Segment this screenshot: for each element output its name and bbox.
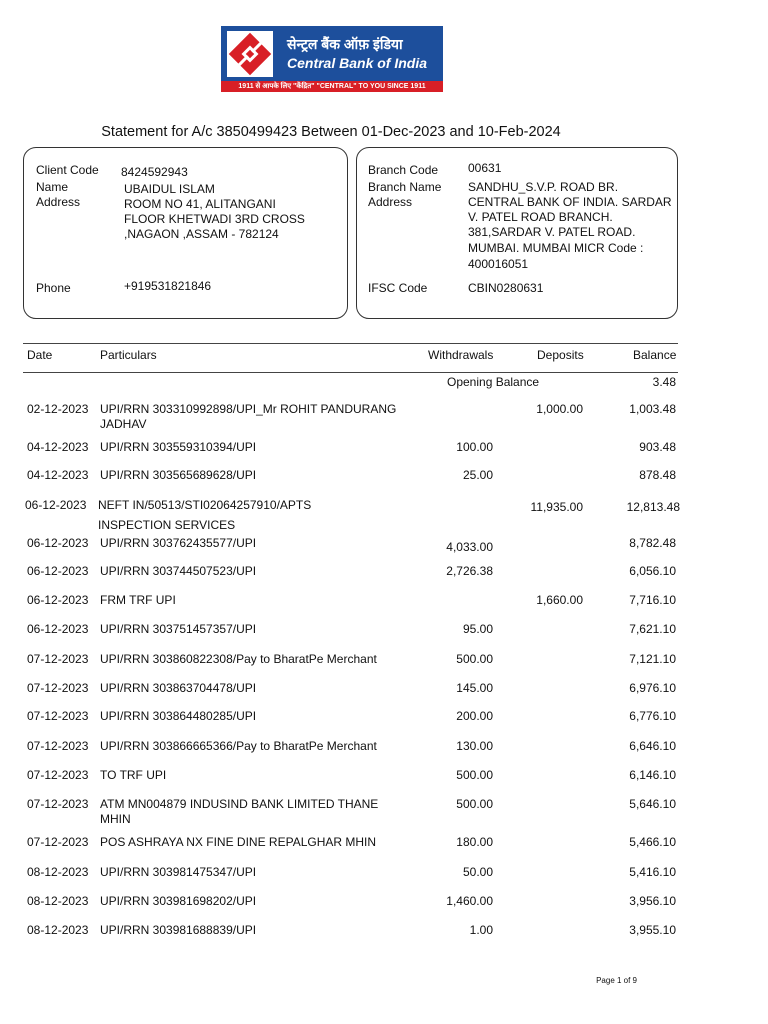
logo-banner xyxy=(221,26,443,81)
row-date: 06-12-2023 xyxy=(27,622,89,636)
branch-name-label: Branch Name xyxy=(368,180,442,194)
branch-code-value: 00631 xyxy=(468,161,502,175)
row-withdrawal: 1,460.00 xyxy=(446,894,493,908)
row-balance: 7,621.10 xyxy=(629,622,676,636)
row-date: 08-12-2023 xyxy=(27,894,89,908)
row-particulars: UPI/RRN 303860822308/Pay to BharatPe Merchant xyxy=(100,652,377,666)
row-particulars: UPI/RRN 303981688839/UPI xyxy=(100,923,257,937)
row-withdrawal: 145.00 xyxy=(456,681,493,695)
row-withdrawal: 500.00 xyxy=(456,797,493,811)
row-date: 06-12-2023 xyxy=(25,498,87,512)
branch-address-line: V. PATEL ROAD BRANCH. xyxy=(468,210,613,224)
branch-address-line: CENTRAL BANK OF INDIA. SARDAR xyxy=(468,195,672,209)
row-date: 07-12-2023 xyxy=(27,768,89,782)
row-balance: 7,716.10 xyxy=(629,593,676,607)
row-particulars: TO TRF UPI xyxy=(100,768,167,782)
logo-hindi-text: सेन्ट्रल बैंक ऑफ़ इंडिया xyxy=(287,36,403,52)
row-date: 06-12-2023 xyxy=(27,536,89,550)
row-particulars: MHIN xyxy=(100,812,131,826)
row-balance: 12,813.48 xyxy=(626,500,680,514)
branch-code-label: Branch Code xyxy=(368,163,439,177)
row-date: 04-12-2023 xyxy=(27,468,89,482)
row-withdrawal: 180.00 xyxy=(456,835,493,849)
logo-tagline: 1911 से आपके लिए "केंद्रित" "CENTRAL" TO YOU SINCE 1911 xyxy=(221,81,443,92)
row-particulars: UPI/RRN 303310992898/UPI_Mr ROHIT PANDURANG xyxy=(100,402,397,416)
branch-address-line: 400016051 xyxy=(468,257,529,271)
client-address-label: Address xyxy=(36,195,81,209)
name-label: Name xyxy=(36,180,69,194)
row-date: 06-12-2023 xyxy=(27,593,89,607)
ifsc-value: CBIN0280631 xyxy=(468,281,544,295)
row-balance: 3,956.10 xyxy=(629,894,676,908)
row-balance: 6,146.10 xyxy=(629,768,676,782)
client-name-value: UBAIDUL ISLAM xyxy=(124,182,215,196)
phone-label: Phone xyxy=(36,281,71,295)
client-code-value: 8424592943 xyxy=(121,165,188,179)
row-particulars: NEFT IN/50513/STI02064257910/APTS xyxy=(98,498,312,512)
row-withdrawal: 1.00 xyxy=(469,923,493,937)
branch-info-box xyxy=(356,147,678,319)
branch-address-label: Address xyxy=(368,195,413,209)
page-number: Page 1 of 9 xyxy=(596,976,637,985)
row-balance: 6,056.10 xyxy=(629,564,676,578)
row-withdrawal: 500.00 xyxy=(456,652,493,666)
row-balance: 5,416.10 xyxy=(629,865,676,879)
row-balance: 6,776.10 xyxy=(629,709,676,723)
row-withdrawal: 200.00 xyxy=(456,709,493,723)
row-particulars: ATM MN004879 INDUSIND BANK LIMITED THANE xyxy=(100,797,379,811)
row-date: 07-12-2023 xyxy=(27,835,89,849)
row-date: 08-12-2023 xyxy=(27,865,89,879)
row-particulars: UPI/RRN 303751457357/UPI xyxy=(100,622,257,636)
client-address-line: FLOOR KHETWADI 3RD CROSS xyxy=(124,212,305,226)
header-balance: Balance xyxy=(633,348,677,362)
row-balance: 5,466.10 xyxy=(629,835,676,849)
row-date: 07-12-2023 xyxy=(27,681,89,695)
client-address-line: ROOM NO 41, ALITANGANI xyxy=(124,197,276,211)
client-info-box xyxy=(23,147,348,319)
row-particulars: FRM TRF UPI xyxy=(100,593,176,607)
branch-address-line: 381,SARDAR V. PATEL ROAD. xyxy=(468,225,636,239)
row-date: 07-12-2023 xyxy=(27,652,89,666)
branch-name-value: SANDHU_S.V.P. ROAD BR. xyxy=(468,180,619,194)
row-particulars: UPI/RRN 303864480285/UPI xyxy=(100,709,257,723)
row-balance: 878.48 xyxy=(639,468,676,482)
row-deposit: 1,000.00 xyxy=(536,402,583,416)
logo-english-text: Central Bank of India xyxy=(287,55,428,71)
row-date: 08-12-2023 xyxy=(27,923,89,937)
row-withdrawal: 4,033.00 xyxy=(446,540,493,554)
row-particulars: UPI/RRN 303565689628/UPI xyxy=(100,468,257,482)
statement-title: Statement for A/c 3850499423 Between 01-Dec-2023 and 10-Feb-2024 xyxy=(101,124,561,140)
header-date: Date xyxy=(27,348,53,362)
row-date: 07-12-2023 xyxy=(27,797,89,811)
row-particulars: INSPECTION SERVICES xyxy=(98,518,236,532)
row-deposit: 11,935.00 xyxy=(530,500,583,514)
row-deposit: 1,660.00 xyxy=(536,593,583,607)
row-particulars: UPI/RRN 303866665366/Pay to BharatPe Merchant xyxy=(100,739,377,753)
row-balance: 1,003.48 xyxy=(629,402,676,416)
row-withdrawal: 2,726.38 xyxy=(446,564,493,578)
row-withdrawal: 100.00 xyxy=(456,440,493,454)
row-date: 02-12-2023 xyxy=(27,402,89,416)
bank-logo xyxy=(221,26,443,92)
table-header-rule xyxy=(23,372,678,373)
row-date: 07-12-2023 xyxy=(27,739,89,753)
row-balance: 3,955.10 xyxy=(629,923,676,937)
header-deposits: Deposits xyxy=(537,348,584,362)
client-address-line: ,NAGAON ,ASSAM - 782124 xyxy=(124,227,279,241)
row-withdrawal: 50.00 xyxy=(462,865,493,879)
header-particulars: Particulars xyxy=(100,348,157,362)
row-particulars: UPI/RRN 303762435577/UPI xyxy=(100,536,257,550)
row-date: 04-12-2023 xyxy=(27,440,89,454)
row-date: 07-12-2023 xyxy=(27,709,89,723)
opening-balance-label: Opening Balance xyxy=(447,375,540,389)
header-withdrawals: Withdrawals xyxy=(428,348,494,362)
row-particulars: UPI/RRN 303981698202/UPI xyxy=(100,894,257,908)
row-withdrawal: 25.00 xyxy=(462,468,493,482)
row-particulars: POS ASHRAYA NX FINE DINE REPALGHAR MHIN xyxy=(100,835,377,849)
table-top-rule xyxy=(23,343,678,344)
row-balance: 903.48 xyxy=(639,440,676,454)
row-withdrawal: 500.00 xyxy=(456,768,493,782)
row-date: 06-12-2023 xyxy=(27,564,89,578)
row-withdrawal: 95.00 xyxy=(462,622,493,636)
row-particulars: JADHAV xyxy=(100,417,147,431)
ifsc-label: IFSC Code xyxy=(368,281,428,295)
bank-emblem-icon xyxy=(227,31,273,77)
row-particulars: UPI/RRN 303981475347/UPI xyxy=(100,865,257,879)
row-balance: 6,976.10 xyxy=(629,681,676,695)
client-code-label: Client Code xyxy=(36,163,99,177)
row-withdrawal: 130.00 xyxy=(456,739,493,753)
row-particulars: UPI/RRN 303863704478/UPI xyxy=(100,681,257,695)
row-balance: 5,646.10 xyxy=(629,797,676,811)
row-balance: 8,782.48 xyxy=(629,536,676,550)
row-balance: 7,121.10 xyxy=(629,652,676,666)
branch-address-line: MUMBAI. MUMBAI MICR Code : xyxy=(468,241,644,255)
row-particulars: UPI/RRN 303744507523/UPI xyxy=(100,564,257,578)
row-balance: 6,646.10 xyxy=(629,739,676,753)
opening-balance-value: 3.48 xyxy=(652,375,676,389)
phone-value: +919531821846 xyxy=(124,279,212,293)
row-particulars: UPI/RRN 303559310394/UPI xyxy=(100,440,257,454)
